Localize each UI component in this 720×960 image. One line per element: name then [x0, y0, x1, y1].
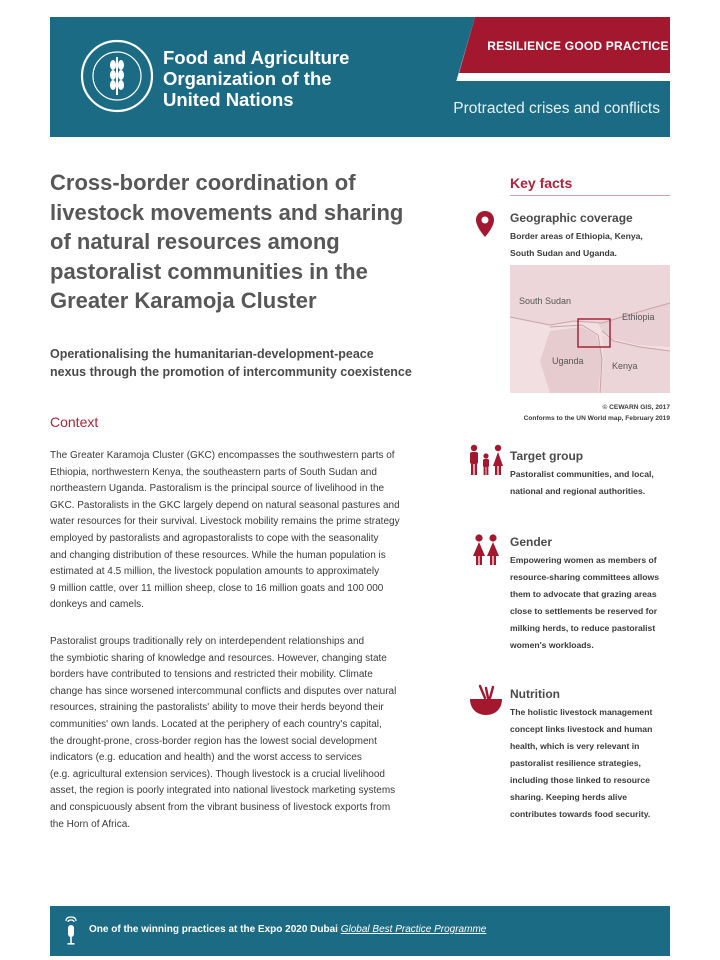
footer-statement: One of the winning practices at the Expo 2020 Dubai: [89, 924, 341, 935]
map-label-south-sudan: South Sudan: [519, 296, 572, 306]
paragraph-line: and changing distribution of these resources. While the human population is: [50, 549, 386, 561]
org-name-line: United Nations: [163, 89, 294, 110]
document-subtitle: [50, 345, 450, 381]
paragraph-line: donkeys and camels.: [50, 599, 144, 611]
paragraph-line: the drought-prone, cross-border region has the lowest social development: [50, 735, 377, 747]
context-paragraph-1: [50, 448, 445, 614]
title-line: of natural resources among: [50, 229, 340, 254]
paragraph-line: employed by pastoralists and agropastoralists to cope with the seasonality: [50, 532, 379, 544]
location-pin-icon: [475, 210, 495, 238]
document-title: [50, 168, 430, 316]
fact-line: including those linked to resource: [510, 775, 650, 785]
paragraph-line: Ethiopia, northwestern Kenya, the southeastern parts of South Sudan and: [50, 466, 377, 478]
category-label: RESILIENCE GOOD PRACTICE: [487, 39, 669, 53]
fact-line: sharing. Keeping herds alive: [510, 792, 628, 802]
gender-title: Gender: [510, 535, 553, 549]
paragraph-line: (e.g. agricultural extension services). Though livestock is a crucial livelihood: [50, 768, 385, 780]
title-line: Greater Karamoja Cluster: [50, 288, 317, 313]
fact-line: national and regional authorities.: [510, 486, 646, 496]
paragraph-line: water resources for their survival. Livestock mobility remains the prime strategy: [50, 516, 400, 528]
nutrition-title: Nutrition: [510, 687, 560, 701]
paragraph-line: change has since worsened intercommunal conflicts and disputes over natural: [50, 685, 397, 697]
org-name-line: Food and Agriculture: [163, 47, 350, 68]
fact-line: close to settlements be reserved for: [510, 606, 658, 616]
fact-line: resource-sharing committees allows: [510, 572, 660, 582]
map-label-kenya: Kenya: [612, 361, 638, 371]
org-name-line: Organization of the: [163, 68, 332, 89]
paragraph-line: indicators (e.g. education and health) and the worst access to services: [50, 752, 362, 764]
title-line: pastoralist communities in the: [50, 258, 368, 284]
fact-line: contributes towards food security.: [510, 809, 651, 819]
paragraph-line: Pastoralist groups traditionally rely on interdependent relationships and: [50, 636, 365, 647]
fao-logo-icon: [80, 39, 154, 113]
fact-line: concept links livestock and human: [510, 724, 653, 734]
context-paragraph-2: [50, 634, 445, 833]
map-label-ethiopia: Ethiopia: [622, 312, 655, 322]
fact-line: Empowering women as members of: [510, 555, 657, 565]
theme-label: Protracted crises and conflicts: [453, 100, 660, 117]
family-icon: [467, 444, 505, 476]
key-facts-divider: [510, 195, 670, 196]
map-credit-line: © CEWARN GIS, 2017: [602, 404, 670, 411]
page-footer: [50, 906, 670, 956]
region-map: [510, 265, 670, 393]
nutrition-text: [510, 704, 675, 823]
page-header: [50, 17, 670, 137]
context-heading: Context: [50, 414, 99, 430]
map-credit-line: Conforms to the UN World map, February 2019: [523, 415, 670, 422]
fact-line: South Sudan and Uganda.: [510, 248, 617, 258]
map-label-uganda: Uganda: [552, 356, 584, 366]
paragraph-line: 9 million cattle, over 11 million sheep, close to 16 million goats and 100 000: [50, 582, 384, 594]
paragraph-line: northeastern Uganda. Pastoralism is the principal source of livelihood in the: [50, 483, 385, 495]
paragraph-line: The Greater Karamoja Cluster (GKC) encompasses the southwestern parts of: [50, 450, 395, 461]
bowl-icon: [468, 684, 504, 716]
fact-line: pastoralist resilience strategies,: [510, 758, 641, 768]
paragraph-line: the Horn of Africa.: [50, 818, 131, 830]
paragraph-line: GKC. Pastoralists in the GKC largely depend on natural seasonal pastures and: [50, 499, 400, 511]
fact-line: Pastoralist communities, and local,: [510, 469, 654, 479]
paragraph-line: asset, the region is poorly integrated into national livestock marketing systems: [50, 785, 396, 797]
fact-line: milking herds, to reduce pastoralist: [510, 623, 656, 633]
fact-line: them to advocate that grazing areas: [510, 589, 657, 599]
paragraph-line: the symbiotic sharing of knowledge and resources. However, changing state: [50, 652, 387, 664]
target-group-title: Target group: [510, 449, 584, 463]
key-facts-heading: Key facts: [510, 175, 573, 191]
geo-coverage-title: Geographic coverage: [510, 211, 633, 225]
fact-line: Border areas of Ethiopia, Kenya,: [510, 231, 643, 241]
gender-text: [510, 552, 675, 654]
fact-line: The holistic livestock management: [510, 707, 653, 717]
footer-text: [89, 924, 486, 935]
map-credit: [470, 402, 670, 424]
target-group-text: [510, 466, 675, 500]
paragraph-line: resources, straining the pastoralists' ability to move their herds beyond their: [50, 702, 384, 714]
women-icon: [470, 533, 502, 565]
paragraph-line: estimated at 4.5 million, the livestock population amounts to approximately: [50, 566, 380, 578]
fact-line: health, which is very relevant in: [510, 741, 640, 751]
organization-name: [163, 47, 349, 110]
programme-link[interactable]: Global Best Practice Programme: [340, 924, 487, 935]
paragraph-line: and conspicuously absent from the vibrant business of livestock exports from: [50, 801, 391, 813]
title-line: livestock movements and sharing: [50, 199, 404, 225]
geo-coverage-text: [510, 228, 675, 262]
paragraph-line: communities' own lands. Located at the periphery of each country's capital,: [50, 718, 382, 730]
microphone-icon: [63, 916, 79, 946]
subtitle-line: nexus through the promotion of intercommunity coexistence: [50, 365, 412, 379]
fact-line: women's workloads.: [510, 640, 594, 650]
subtitle-line: Operationalising the humanitarian-development-peace: [50, 347, 374, 361]
paragraph-line: borders have contributed to tensions and restricted their mobility. Climate: [50, 669, 373, 681]
title-line: Cross-border coordination of: [50, 170, 356, 195]
